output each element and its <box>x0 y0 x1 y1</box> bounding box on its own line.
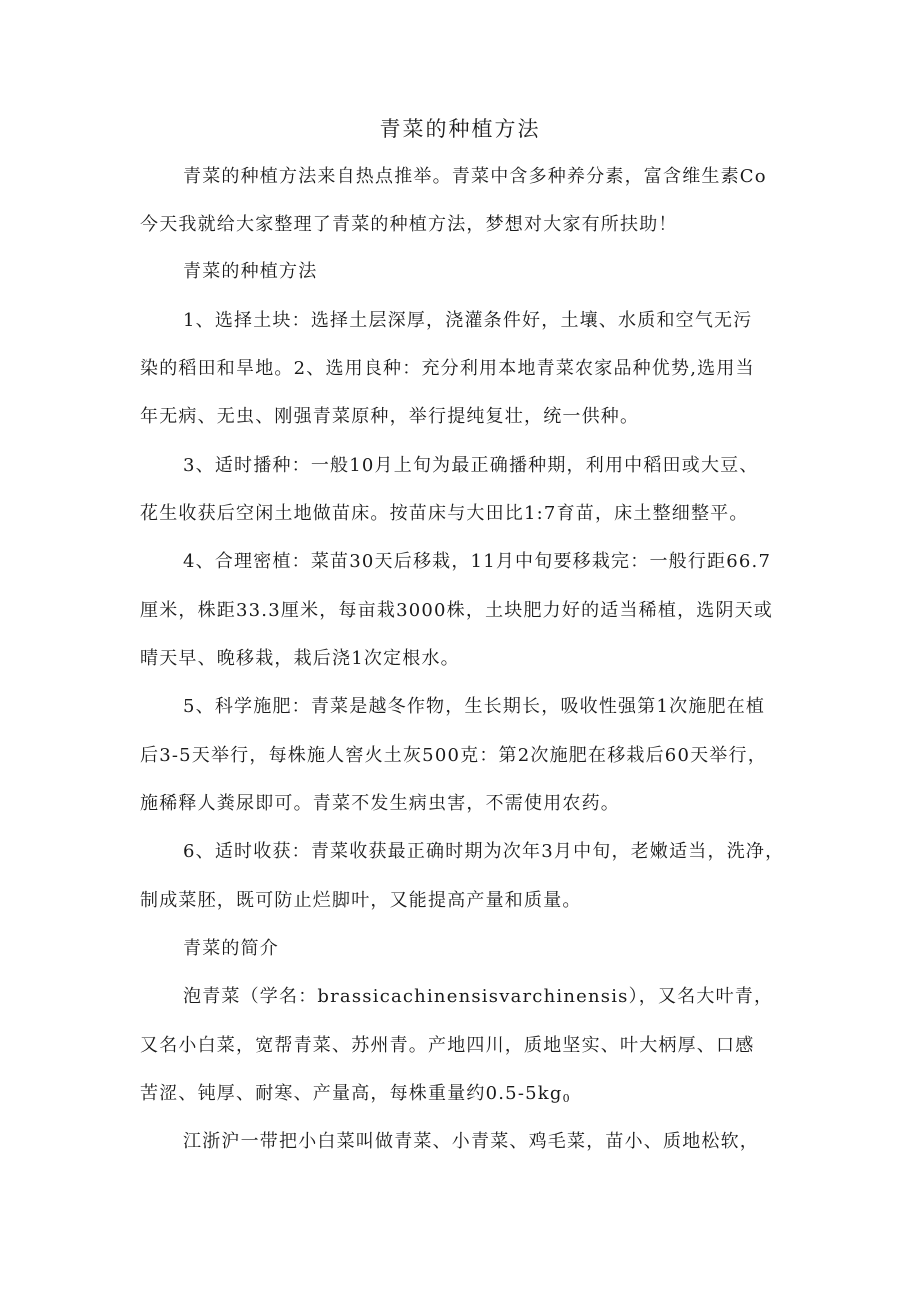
paragraph-line: 又名小白菜，宽帮青菜、苏州青。产地四川，质地坚实、叶大柄厚、口感 <box>140 1035 755 1056</box>
paragraph-line: 青菜的种植方法来自热点推举。青菜中含多种养分素，富含维生素Co <box>183 166 767 187</box>
section-heading: 青菜的种植方法 <box>183 261 318 282</box>
subscript-mark: 0 <box>562 1092 571 1105</box>
paragraph-line: 江浙沪一带把小白菜叫做青菜、小青菜、鸡毛菜，苗小、质地松软， <box>183 1131 759 1152</box>
paragraph-line: 后3-5天举行，每株施人窖火土灰500克：第2次施肥在移栽后60天举行， <box>140 745 767 766</box>
paragraph-line: 染的稻田和旱地。2、选用良种：充分利用本地青菜农家品种优势,选用当 <box>140 358 755 379</box>
paragraph-line: 1、选择土块：选择土层深厚，浇灌条件好，土壤、水质和空气无污 <box>183 310 753 331</box>
paragraph-line: 5、科学施肥：青菜是越冬作物，生长期长，吸收性强第1次施肥在植 <box>183 696 766 717</box>
paragraph-line: 泡青菜（学名：brassicachinensisvarchinensis），又名大叶青， <box>183 986 774 1007</box>
paragraph-line: 制成菜胚，既可防止烂脚叶，又能提高产量和质量。 <box>140 890 582 911</box>
paragraph-line: 4、合理密植：菜苗30天后移栽，11月中旬要移栽完：一般行距66.7 <box>183 551 772 572</box>
paragraph-line: 厘米，株距33.3厘米，每亩栽3000株，土块肥力好的适当稀植，选阴天或 <box>140 600 774 621</box>
section-heading: 青菜的简介 <box>183 938 279 959</box>
line-text: 苦涩、钝厚、耐寒、产量高，每株重量约0.5-5kg <box>140 1083 563 1104</box>
paragraph-line: 花生收获后空闲土地做苗床。按苗床与大田比1:7育苗，床土整细整平。 <box>140 503 749 524</box>
paragraph-line: 晴天早、晚移栽，栽后浇1次定根水。 <box>140 648 460 669</box>
paragraph-line: 今天我就给大家整理了青菜的种植方法，梦想对大家有所扶助！ <box>140 214 678 235</box>
paragraph-line: 年无病、无虫、刚强青菜原种，举行提纯复壮，统一供种。 <box>140 406 640 427</box>
document-title: 青菜的种植方法 <box>379 117 541 141</box>
paragraph-line <box>140 1080 571 1113</box>
paragraph-line: 施稀释人粪尿即可。青菜不发生病虫害，不需使用农药。 <box>140 793 620 814</box>
paragraph-line: 3、适时播种：一般10月上旬为最正确播种期，利用中稻田或大豆、 <box>183 455 759 476</box>
paragraph-line: 6、适时收获：青菜收获最正确时期为次年3月中旬，老嫩适当，洗净， <box>183 841 785 862</box>
